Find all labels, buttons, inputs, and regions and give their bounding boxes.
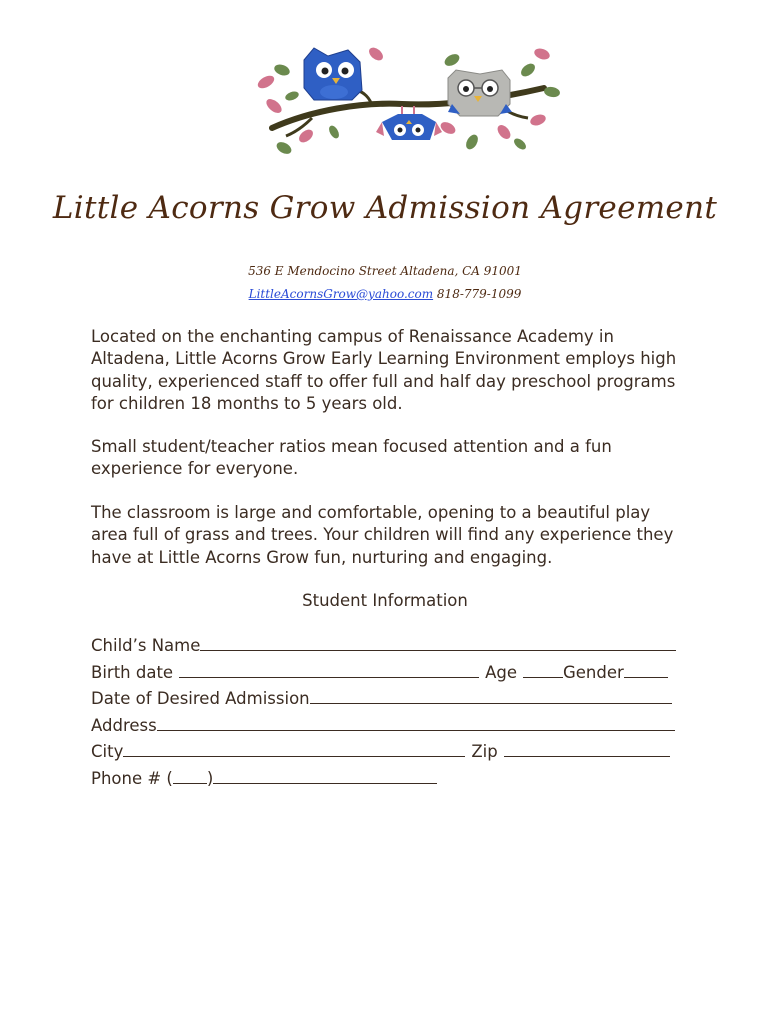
ratio-paragraph: Small student/teacher ratios mean focused attention and a fun experience for everyone. [91,437,612,479]
gray-owl-with-glasses-icon [448,70,512,116]
age-label: Age [485,662,517,682]
classroom-paragraph: The classroom is large and comfortable, opening to a beautiful play area full of grass and trees. Your children will find any experience they have at Little Acorns Grow fun, nurturing and engaging. [91,503,674,567]
gender-label: Gender [563,662,624,682]
child-name-row [91,633,691,660]
child-name-field[interactable] [200,635,676,651]
document-title: Little Acorns Grow Admission Agreement [52,190,718,226]
student-information-form [91,633,691,792]
birth-date-row [91,660,691,687]
school-address: 536 E Mendocino Street Altadena, CA 91001 [248,264,522,278]
address-row [91,713,691,740]
area-code-field[interactable] [173,768,207,784]
phone-number: 818-779-1099 [436,287,522,301]
desired-admission-label: Date of Desired Admission [91,689,310,708]
zip-field[interactable] [504,741,670,757]
city-zip-row [91,739,691,766]
phone-label: Phone # ( [91,768,173,788]
city-field[interactable] [123,741,465,757]
address-field[interactable] [157,715,675,731]
birth-date-field[interactable] [179,662,479,678]
student-information-heading: Student Information [302,591,468,610]
phone-row [91,766,691,793]
age-field[interactable] [523,662,563,678]
birth-date-label: Birth date [91,662,174,682]
child-name-label: Child’s Name [91,636,201,655]
gender-field[interactable] [624,662,668,678]
zip-label: Zip [471,742,498,761]
contact-line [0,287,770,301]
phone-close-paren: ) [206,768,214,788]
desired-admission-row [91,686,691,713]
city-label: City [91,742,124,761]
desired-admission-field[interactable] [310,688,672,704]
owls-on-branch-logo [252,40,564,165]
blue-owl-icon [304,48,362,100]
hanging-owl-icon [376,106,442,140]
intro-paragraph: Located on the enchanting campus of Renaissance Academy in Altadena, Little Acorns Grow Early Learning Environment employs high quality, experienced staff to offer full and half day preschool programs for children 18 months to 5 years old. [91,327,677,413]
phone-number-field[interactable] [213,768,437,784]
email-link[interactable]: LittleAcornsGrow@yahoo.com [248,287,434,301]
address-label: Address [91,715,157,735]
